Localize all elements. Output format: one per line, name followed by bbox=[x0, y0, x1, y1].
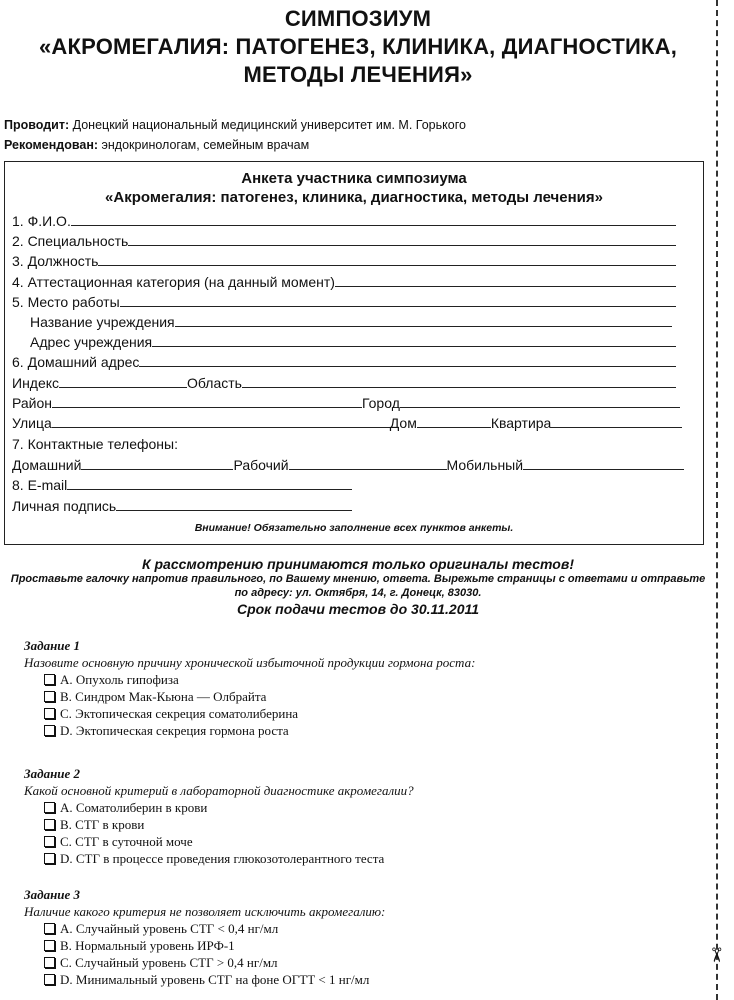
answer-option[interactable] bbox=[44, 723, 289, 739]
answer-option-label: C. СТГ в суточной моче bbox=[60, 834, 193, 849]
institution-address-field[interactable] bbox=[30, 330, 676, 350]
task-heading: Задание 2 bbox=[24, 766, 81, 781]
phones-heading bbox=[12, 432, 676, 452]
apartment-label: Квартира bbox=[490, 415, 552, 431]
task-heading: Задание 1 bbox=[24, 638, 81, 653]
checkbox-icon[interactable] bbox=[44, 923, 55, 934]
category-line[interactable] bbox=[335, 272, 676, 287]
answer-option[interactable] bbox=[44, 689, 266, 705]
answer-option[interactable] bbox=[44, 851, 384, 867]
city-line[interactable] bbox=[400, 393, 680, 408]
checkbox-icon[interactable] bbox=[44, 708, 55, 719]
checkbox-icon[interactable] bbox=[44, 674, 55, 685]
answer-option-label: B. Нормальный уровень ИРФ-1 bbox=[60, 938, 235, 953]
district-line[interactable] bbox=[52, 393, 362, 408]
specialty-line[interactable] bbox=[128, 231, 676, 246]
home-phone-label: Домашний bbox=[12, 457, 82, 473]
symposium-title-line-3: МЕТОДЫ ЛЕЧЕНИЯ» bbox=[243, 62, 473, 87]
form-subtitle: «Акромегалия: патогенез, клиника, диагностика, методы лечения» bbox=[105, 189, 603, 206]
answer-option-label: C. Эктопическая секреция соматолиберина bbox=[60, 706, 299, 721]
answer-option-label: C. Случайный уровень СТГ > 0,4 нг/мл bbox=[60, 955, 278, 970]
checkbox-icon[interactable] bbox=[44, 974, 55, 985]
position-line[interactable] bbox=[98, 251, 676, 266]
index-region-row bbox=[12, 371, 676, 391]
task-question: Наличие какого критерия не позволяет исключить акромегалию: bbox=[24, 904, 386, 919]
checkbox-icon[interactable] bbox=[44, 836, 55, 847]
symposium-title-line-1: СИМПОЗИУМ bbox=[284, 6, 432, 31]
index-label: Индекс bbox=[12, 375, 60, 391]
answer-option[interactable] bbox=[44, 938, 235, 954]
email-field[interactable] bbox=[12, 473, 352, 493]
street-house-apartment-row bbox=[12, 411, 682, 431]
phones-row bbox=[12, 453, 684, 473]
specialty-label: 2. Специальность bbox=[12, 233, 129, 249]
district-label: Район bbox=[12, 395, 52, 411]
street-line[interactable] bbox=[52, 413, 390, 428]
form-note: Внимание! Обязательно заполнение всех пунктов анкеты. bbox=[194, 522, 514, 534]
category-field[interactable] bbox=[12, 270, 676, 290]
answer-option[interactable] bbox=[44, 955, 278, 971]
answer-option-label: D. СТГ в процессе проведения глюкозотолерантного теста bbox=[60, 851, 385, 866]
specialty-field[interactable] bbox=[12, 229, 676, 249]
answer-option[interactable] bbox=[44, 972, 369, 988]
checkbox-icon[interactable] bbox=[44, 853, 55, 864]
apartment-line[interactable] bbox=[551, 413, 682, 428]
recommended-value: эндокринологам, семейным врачам bbox=[98, 138, 310, 152]
mobile-phone-line[interactable] bbox=[523, 455, 684, 470]
recommended-label: Рекомендован: bbox=[4, 138, 99, 152]
signature-line[interactable] bbox=[116, 496, 352, 511]
email-line[interactable] bbox=[67, 475, 352, 490]
region-line[interactable] bbox=[242, 373, 676, 388]
symposium-title-line-2: «АКРОМЕГАЛИЯ: ПАТОГЕНЕЗ, КЛИНИКА, ДИАГНОСТИКА, bbox=[38, 34, 678, 59]
answer-option-label: A. Соматолиберин в крови bbox=[60, 800, 208, 815]
city-label: Город bbox=[362, 395, 400, 411]
task-question: Назовите основную причину хронической избыточной продукции гормона роста: bbox=[24, 655, 476, 670]
workplace-field[interactable] bbox=[12, 290, 676, 310]
checkbox-icon[interactable] bbox=[44, 725, 55, 736]
answer-option[interactable] bbox=[44, 706, 298, 722]
answer-option-label: D. Эктопическая секреция гормона роста bbox=[60, 723, 289, 738]
institution-address-label: Адрес учреждения bbox=[30, 334, 153, 350]
answer-option-label: B. Синдром Мак-Кьюна — Олбрайта bbox=[60, 689, 267, 704]
checkbox-icon[interactable] bbox=[44, 802, 55, 813]
home-phone-line[interactable] bbox=[81, 455, 233, 470]
answer-option-label: B. СТГ в крови bbox=[60, 817, 145, 832]
district-city-row bbox=[12, 391, 680, 411]
category-label: 4. Аттестационная категория (на данный момент) bbox=[12, 274, 335, 290]
institution-address-line[interactable] bbox=[152, 332, 676, 347]
answer-option[interactable] bbox=[44, 817, 144, 833]
answer-option[interactable] bbox=[44, 921, 278, 937]
institution-name-field[interactable] bbox=[30, 310, 672, 330]
answer-option[interactable] bbox=[44, 800, 207, 816]
instructions-line-1: Проставьте галочку напротив правильного, по Вашему мнению, ответа. Вырежьте страницы с ответами и отправьте bbox=[10, 573, 706, 585]
workplace-label: 5. Место работы bbox=[12, 294, 120, 310]
signature-label: Личная подпись bbox=[12, 498, 117, 514]
work-phone-label: Рабочий bbox=[233, 457, 289, 473]
checkbox-icon[interactable] bbox=[44, 940, 55, 951]
answer-option-label: A. Случайный уровень СТГ < 0,4 нг/мл bbox=[60, 921, 279, 936]
conducted-by bbox=[4, 118, 466, 132]
street-label: Улица bbox=[12, 415, 52, 431]
task-heading: Задание 3 bbox=[24, 887, 81, 902]
mobile-phone-label: Мобильный bbox=[446, 457, 524, 473]
checkbox-icon[interactable] bbox=[44, 691, 55, 702]
position-label: 3. Должность bbox=[12, 253, 99, 269]
position-field[interactable] bbox=[12, 249, 676, 269]
signature-field[interactable] bbox=[12, 494, 352, 514]
home-address-label: 6. Домашний адрес bbox=[12, 354, 140, 370]
institution-name-label: Название учреждения bbox=[30, 314, 175, 330]
form-title: Анкета участника симпозиума bbox=[241, 170, 467, 187]
scissors-icon: ✂ bbox=[704, 946, 727, 964]
checkbox-icon[interactable] bbox=[44, 819, 55, 830]
home-address-field[interactable] bbox=[12, 350, 676, 370]
deadline-notice: Срок подачи тестов до 30.11.2011 bbox=[236, 601, 480, 617]
phones-label: 7. Контактные телефоны: bbox=[12, 436, 178, 452]
answer-option[interactable] bbox=[44, 672, 179, 688]
conducted-value: Донецкий национальный медицинский университет им. М. Горького bbox=[69, 118, 466, 132]
region-label: Область bbox=[187, 375, 242, 391]
home-address-line[interactable] bbox=[139, 352, 676, 367]
instructions-line-2: по адресу: ул. Октября, 14, г. Донецк, 83030. bbox=[234, 587, 482, 599]
checkbox-icon[interactable] bbox=[44, 957, 55, 968]
cut-line bbox=[716, 0, 718, 1000]
answer-option[interactable] bbox=[44, 834, 193, 850]
answer-option-label: A. Опухоль гипофиза bbox=[60, 672, 179, 687]
work-phone-line[interactable] bbox=[289, 455, 447, 470]
workplace-line[interactable] bbox=[120, 292, 676, 307]
conducted-label: Проводит: bbox=[4, 118, 70, 132]
institution-name-line[interactable] bbox=[175, 312, 672, 327]
recommended-for bbox=[4, 138, 309, 152]
index-line[interactable] bbox=[59, 373, 187, 388]
house-line[interactable] bbox=[417, 413, 491, 428]
task-question: Какой основной критерий в лабораторной диагностике акромегалии? bbox=[24, 783, 414, 798]
email-label: 8. E-mail bbox=[12, 477, 68, 493]
fio-field[interactable] bbox=[12, 209, 676, 229]
originals-notice: К рассмотрению принимаются только оригиналы тестов! bbox=[142, 556, 574, 572]
house-label: Дом bbox=[389, 415, 417, 431]
fio-line[interactable] bbox=[71, 211, 676, 226]
fio-label: 1. Ф.И.О. bbox=[12, 213, 71, 229]
answer-option-label: D. Минимальный уровень СТГ на фоне ОГТТ < 1 нг/мл bbox=[60, 972, 370, 987]
